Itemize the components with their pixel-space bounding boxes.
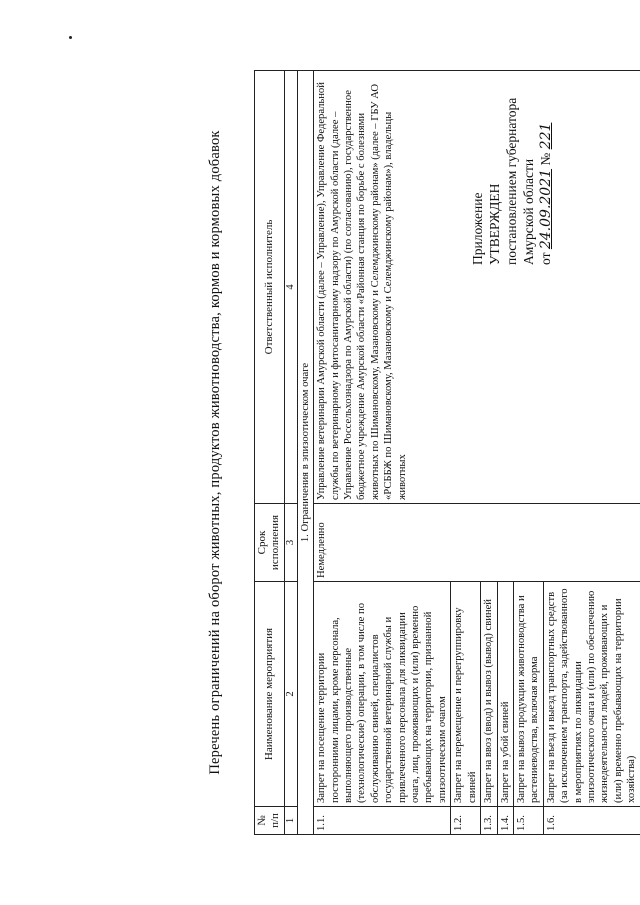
col-number: 2 — [284, 582, 297, 807]
row-number: 1.3. — [481, 807, 497, 835]
row-number: 1.4. — [497, 807, 513, 835]
row-number: 1.1. — [314, 807, 451, 835]
row-measure: Запрет на посещение территории посторонними лицами, кроме персонала, выполняющего производственные (технологические) операции, в том числе по обслуживанию свиней, специалистов государственной ветеринарной службы и привлеченного персонала для ликвидации очага, лиц, проживающих и (или) временно пребывающих на территории, признанной эпизоотическим очагом — [314, 582, 451, 807]
table-row — [314, 71, 451, 835]
row-measure: Запрет на перемещение и перегруппировку свиней — [451, 582, 481, 807]
row-measure: Запрет на ввоз (ввод) и вывоз (вывод) свиней — [481, 582, 497, 807]
restrictions-table — [254, 70, 640, 835]
row-number: 1.2. — [451, 807, 481, 835]
row-term: Немедленно — [314, 504, 640, 582]
header-name: Наименование мероприятия — [255, 582, 285, 807]
section-row — [297, 71, 313, 835]
row-responsible: Управление ветеринарии Амурской области (далее – Управление), Управление Федеральной службы по ветеринарному и фитосанитарному надзору по Амурской области (далее – Управление Россельхознадзора по Амурской области) (по согласованию), государственное бюджетное учреждение Амурской области «Районная станция по борьбе с болезнями животных по Шимановскому, Мазановскому и Селемджинскому районам» (далее – ГБУ АО «РСББЖ по Шимановскому, Мазановскому и Селемджинскому районам»), владельцы животных — [314, 71, 640, 504]
header-row — [255, 71, 285, 835]
column-numbers-row — [284, 71, 297, 835]
row-measure: Запрет на вывоз продукции животноводства и растениеводства, включая корма — [513, 582, 543, 807]
appendix-label: Приложение — [470, 192, 485, 265]
col-number: 4 — [284, 71, 297, 504]
col-number: 1 — [284, 807, 297, 835]
row-number: 1.5. — [513, 807, 543, 835]
date-prefix: от — [538, 252, 553, 265]
col-number: 3 — [284, 504, 297, 582]
row-measure: Запрет на въезд и выезд транспортных средств (за исключением транспорта, задействованного в мероприятиях по ликвидации эпизоотического очага и (или) по обеспечению жизнедеятельности людей, проживающих и (или) временно пребывающих на территории хозяйства) — [543, 582, 640, 807]
document-title: Перечень ограничений на оборот животных, продуктов животноводства, кормов и кормовых добавок — [207, 130, 223, 775]
date-value: 24.09.2021 — [538, 168, 554, 250]
region-label: Амурской области — [521, 158, 536, 265]
header-responsible: Ответственный исполнитель — [255, 71, 285, 504]
header-num: № п/п — [255, 807, 285, 835]
header-term: Срок исполнения — [255, 504, 285, 582]
decree-label: постановлением губернатора — [504, 97, 519, 265]
approved-label: УТВЕРЖДЕН — [487, 183, 502, 265]
number-sign: № — [538, 152, 553, 166]
number-value: 221 — [538, 122, 554, 150]
section-title: 1. Ограничения в эпизоотическом очаге — [297, 71, 313, 835]
row-measure: Запрет на убой свиней — [497, 582, 513, 807]
row-number: 1.6. — [543, 807, 640, 835]
